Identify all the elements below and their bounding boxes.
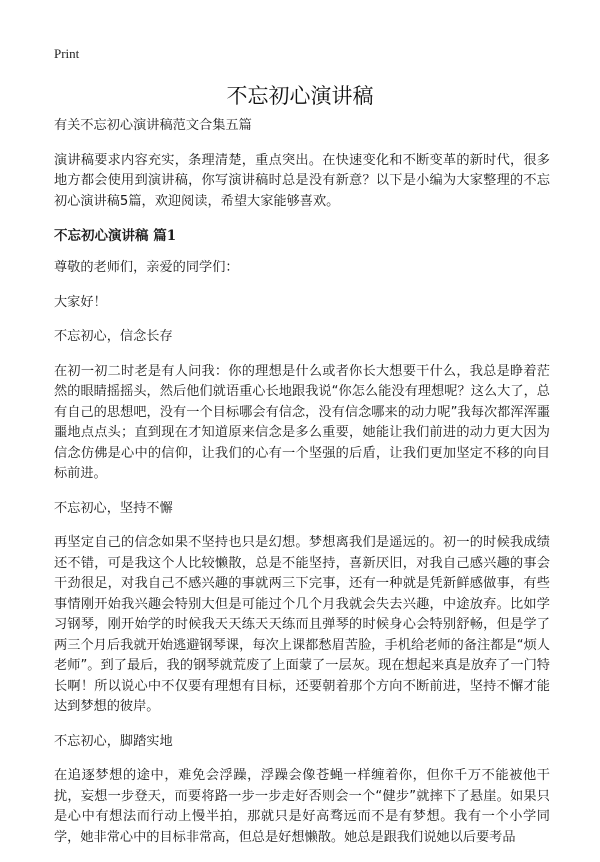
paragraph-down-to-earth: 在追逐梦想的途中，难免会浮躁，浮躁会像苍蝇一样缠着你，但你千万不能被他干扰，妄想一步登天，而要将路一步一步走好否则会一个“健步”就摔下了悬崖。如果只是心中有想法而行动上慢半拍，那就只是好高骛远而不是有梦想。我有一个小学同学，她非常心中的目标非常高，但总是好想懒散。她总是跟我们说她以后要考品 [54,768,550,845]
hello-line: 大家好！ [54,294,107,310]
paragraph-belief: 在初一初二时老是有人问我：你的理想是什么或者你长大想要干什么，我总是睁着茫然的眼睛摇摇头，然后他们就语重心长地跟我说“你怎么能没有理想呢？这么大了，总有自己的思想吧，没有一个目标哪会有信念，没有信念哪来的动力呢”我每次都浑浑噩噩地点点头；直到现在才知道原来信念是多么重要，她能让我们前进的动力更大因为信念仿佛是心中的信仰，让我们的心有一个坚强的后盾，让我们更加坚定不移的向目标前进。 [54,363,550,481]
section-heading: 不忘初心演讲稿 篇1 [54,228,177,244]
subheading-belief: 不忘初心，信念长存 [54,329,173,344]
document-body [54,116,550,862]
intro-paragraph: 演讲稿要求内容充实，条理清楚，重点突出。在快速变化和不断变革的新时代，很多地方都会使用到演讲稿，你写演讲稿时总是没有新意？以下是小编为大家整理的不忘初心演讲稿5篇，欢迎阅读，希望大家能够喜欢。 [54,152,550,209]
greeting-line: 尊敬的老师们，亲爱的同学们： [54,260,239,275]
document-title: 不忘初心演讲稿 [226,84,374,108]
subheading-persistence: 不忘初心，坚持不懈 [54,500,173,516]
paragraph-persistence: 再坚定自己的信念如果不坚持也只是幻想。梦想离我们是遥远的。初一的时候我成绩还不错，可是我这个人比较懒散，总是不能坚持，喜新厌旧，对我自己感兴趣的事会干劲很足，对我自己不感兴趣的事就两三下完事，还有一种就是凭新鲜感做事，有些事情刚开始我兴趣会特别大但是可能过个几个月我就会失去兴趣，中途放弃。比如学习钢琴，刚开始学的时候我天天练天天练而且弹琴的时候身心会特别舒畅，但是学了两三个月后我就开始逃避钢琴课，每次上课都愁眉苦脸，手机给老师的备注都是“烦人老师”。到了最后，我的钢琴就荒废了上面蒙了一层灰。现在想起来真是放弃了一门特长啊！所以说心中不仅要有理想有目标，还要朝着那个方向不断前进，坚持不懈才能达到梦想的彼岸。 [54,535,550,714]
document-subtitle: 有关不忘初心演讲稿范文合集五篇 [54,118,252,133]
subheading-down-to-earth: 不忘初心，脚踏实地 [54,733,173,749]
print-label: Print [54,46,80,61]
